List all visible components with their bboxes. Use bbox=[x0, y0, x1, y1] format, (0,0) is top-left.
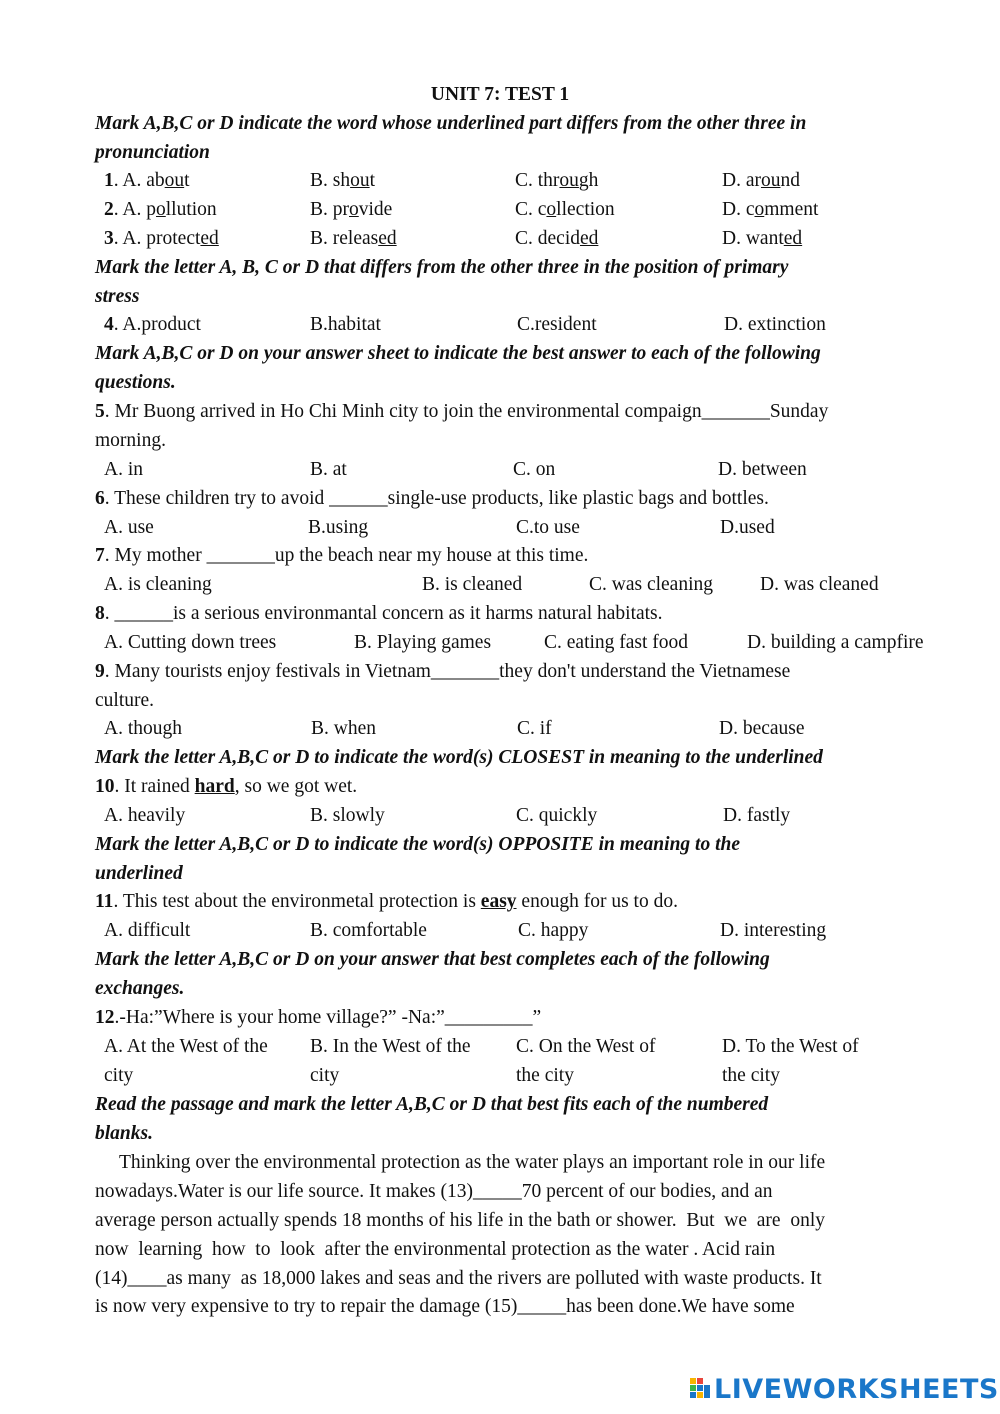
instruction-best-answer-cont: questions. bbox=[95, 372, 176, 393]
q3-option-d[interactable] bbox=[722, 228, 802, 250]
q8-option-a[interactable]: A. Cutting down trees bbox=[104, 632, 277, 653]
q8-number: 8 bbox=[95, 603, 105, 624]
q2-d-underlined: o bbox=[754, 199, 765, 220]
q3-a-text: . A. protect bbox=[113, 228, 201, 249]
instruction-closest-meaning: Mark the letter A,B,C or D to indicate the word(s) CLOSEST in meaning to the underlined bbox=[95, 747, 823, 768]
passage-line: average person actually spends 18 months of his life in the bath or shower. But we are only bbox=[95, 1210, 825, 1231]
instruction-opposite-meaning-cont: underlined bbox=[95, 863, 183, 884]
passage-line: (14)____as many as 18,000 lakes and seas and the rivers are polluted with waste products. It bbox=[95, 1268, 822, 1289]
q3-d-underlined: ed bbox=[783, 228, 803, 249]
q4-option-a[interactable] bbox=[104, 314, 201, 336]
instruction-pronunciation: Mark A,B,C or D indicate the word whose underlined part differs from the other three in bbox=[95, 113, 807, 134]
q2-d-text: D. c bbox=[722, 199, 755, 220]
q7-option-a[interactable]: A. is cleaning bbox=[104, 574, 212, 595]
q11-question bbox=[95, 891, 678, 913]
q11-option-c[interactable]: C. happy bbox=[518, 920, 589, 941]
q12-option-d[interactable] bbox=[722, 1036, 859, 1087]
q8-question bbox=[95, 603, 663, 625]
q11-underlined-word: easy bbox=[480, 891, 517, 912]
q12-b-line2: city bbox=[310, 1065, 340, 1086]
q6-option-a[interactable]: A. use bbox=[104, 517, 154, 538]
q11-option-a[interactable]: A. difficult bbox=[104, 920, 191, 941]
q7-question bbox=[95, 545, 588, 567]
q9-option-b[interactable]: B. when bbox=[311, 718, 376, 739]
q4-a-text: . A.product bbox=[113, 314, 201, 335]
q12-option-a[interactable] bbox=[104, 1036, 268, 1087]
q3-a-underlined: ed bbox=[200, 228, 219, 249]
q2-number: 2 bbox=[104, 199, 114, 220]
q9-text: . Many tourists enjoy festivals in Vietnam_______they don't understand the Vietnamese bbox=[104, 661, 791, 682]
q2-a-underlined: o bbox=[156, 199, 166, 220]
q6-option-c[interactable]: C.to use bbox=[516, 517, 580, 538]
q12-d-line1: D. To the West of bbox=[722, 1036, 859, 1057]
instruction-stress-cont: stress bbox=[95, 286, 140, 307]
passage-line: now learning how to look after the environmental protection as the water . Acid rain bbox=[95, 1239, 776, 1260]
q5-option-c[interactable]: C. on bbox=[513, 459, 556, 480]
q2-c-rest: llection bbox=[556, 199, 615, 220]
q1-b-text: B. sh bbox=[310, 170, 351, 191]
q5-option-a[interactable]: A. in bbox=[104, 459, 143, 480]
q1-d-rest: nd bbox=[780, 170, 800, 191]
q12-option-b[interactable] bbox=[310, 1036, 471, 1087]
q12-c-line1: C. On the West of bbox=[516, 1036, 656, 1057]
q3-number: 3 bbox=[104, 228, 114, 249]
q1-c-rest: gh bbox=[578, 170, 599, 191]
q12-option-c[interactable] bbox=[516, 1036, 655, 1087]
q2-c-text: C. c bbox=[515, 199, 547, 220]
q2-d-rest: mment bbox=[764, 199, 819, 220]
q7-number: 7 bbox=[95, 545, 105, 566]
q11-option-d[interactable]: D. interesting bbox=[720, 920, 827, 941]
q1-a-underlined: ou bbox=[164, 170, 185, 191]
q1-c-underlined: ou bbox=[559, 170, 579, 191]
q3-option-c[interactable] bbox=[515, 228, 598, 250]
q11-text: . This test about the environmetal protection is bbox=[113, 891, 481, 912]
q1-option-b[interactable] bbox=[310, 170, 375, 192]
q2-b-underlined: o bbox=[349, 199, 359, 220]
q1-option-c[interactable] bbox=[515, 170, 598, 192]
q5-question bbox=[95, 401, 828, 423]
q12-b-line1: B. In the West of the bbox=[310, 1036, 471, 1057]
instruction-opposite-meaning: Mark the letter A,B,C or D to indicate the word(s) OPPOSITE in meaning to the bbox=[95, 834, 740, 855]
passage-line: nowadays.Water is our life source. It makes (13)_____70 percent of our bodies, and an bbox=[95, 1181, 773, 1202]
q2-a-rest: llution bbox=[165, 199, 217, 220]
q6-number: 6 bbox=[95, 488, 105, 509]
instruction-pronunciation-cont: pronunciation bbox=[95, 142, 210, 163]
q2-option-a[interactable] bbox=[104, 199, 217, 221]
q7-option-b[interactable]: B. is cleaned bbox=[422, 574, 523, 595]
q2-a-text: . A. p bbox=[113, 199, 157, 220]
q6-text: . These children try to avoid ______single-use products, like plastic bags and bottles. bbox=[104, 488, 769, 509]
q10-question bbox=[95, 776, 357, 798]
q10-option-a[interactable]: A. heavily bbox=[104, 805, 186, 826]
q3-b-text: B. releas bbox=[310, 228, 379, 249]
q5-number: 5 bbox=[95, 401, 105, 422]
q8-text: . ______is a serious environmantal concern as it harms natural habitats. bbox=[104, 603, 663, 624]
q9-number: 9 bbox=[95, 661, 105, 682]
q2-option-c[interactable] bbox=[515, 199, 615, 221]
q3-c-underlined: ed bbox=[579, 228, 599, 249]
passage-line: Thinking over the environmental protection as the water plays an important role in our life bbox=[95, 1152, 826, 1173]
q5-option-d[interactable]: D. between bbox=[718, 459, 807, 480]
q6-question bbox=[95, 488, 769, 510]
q9-question-cont: culture. bbox=[95, 690, 155, 711]
q9-option-a[interactable]: A. though bbox=[104, 718, 182, 739]
q1-b-underlined: ou bbox=[350, 170, 370, 191]
q7-option-c[interactable]: C. was cleaning bbox=[589, 574, 714, 595]
q12-c-line2: the city bbox=[516, 1065, 574, 1086]
q10-text-rest: , so we got wet. bbox=[234, 776, 358, 797]
instruction-exchanges-cont: exchanges. bbox=[95, 978, 185, 999]
q10-underlined-word: hard bbox=[194, 776, 235, 797]
q3-b-underlined: ed bbox=[378, 228, 397, 249]
q2-c-underlined: o bbox=[546, 199, 557, 220]
q10-option-b[interactable]: B. slowly bbox=[310, 805, 385, 826]
q3-option-b[interactable] bbox=[310, 228, 397, 250]
q11-number: 11 bbox=[95, 891, 114, 912]
q9-question bbox=[95, 661, 790, 683]
q1-a-rest: t bbox=[184, 170, 190, 191]
instruction-exchanges: Mark the letter A,B,C or D on your answer that best completes each of the following bbox=[95, 949, 770, 970]
liveworksheets-logo bbox=[690, 1374, 999, 1404]
q11-text-rest: enough for us to do. bbox=[516, 891, 678, 912]
q8-option-c[interactable]: C. eating fast food bbox=[544, 632, 689, 653]
q9-option-d[interactable]: D. because bbox=[719, 718, 805, 739]
q12-a-line1: A. At the West of the bbox=[104, 1036, 268, 1057]
q3-d-text: D. want bbox=[722, 228, 784, 249]
q10-text: . It rained bbox=[114, 776, 195, 797]
q5-text: . Mr Buong arrived in Ho Chi Minh city to join the environmental compaign_______Sunday bbox=[104, 401, 829, 422]
q2-option-b[interactable] bbox=[310, 199, 392, 221]
q3-option-a[interactable] bbox=[104, 228, 219, 250]
liveworksheets-logo-icon bbox=[690, 1376, 712, 1402]
q9-option-c[interactable]: C. if bbox=[517, 718, 552, 739]
instruction-passage-cont: blanks. bbox=[95, 1123, 153, 1144]
instruction-best-answer: Mark A,B,C or D on your answer sheet to indicate the best answer to each of the following bbox=[95, 343, 821, 364]
q7-option-d[interactable]: D. was cleaned bbox=[760, 574, 879, 595]
liveworksheets-logo-text: LIVEWORKSHEETS bbox=[714, 1373, 999, 1405]
q8-option-b[interactable]: B. Playing games bbox=[354, 632, 492, 653]
passage-line: is now very expensive to try to repair the damage (15)_____has been done.We have some bbox=[95, 1296, 795, 1317]
q1-number: 1 bbox=[104, 170, 114, 191]
q4-option-d[interactable]: D. extinction bbox=[724, 314, 826, 335]
q4-option-c[interactable]: C.resident bbox=[517, 314, 597, 335]
instruction-stress: Mark the letter A, B, C or D that differs from the other three in the position of primary bbox=[95, 257, 789, 278]
q2-b-rest: vide bbox=[358, 199, 393, 220]
q12-number: 12 bbox=[95, 1007, 115, 1028]
q6-option-b[interactable]: B.using bbox=[308, 517, 369, 538]
q1-option-d[interactable] bbox=[722, 170, 800, 192]
q4-number: 4 bbox=[104, 314, 114, 335]
q8-option-d[interactable]: D. building a campfire bbox=[747, 632, 924, 653]
q11-option-b[interactable]: B. comfortable bbox=[310, 920, 427, 941]
q1-a-text: . A. ab bbox=[113, 170, 165, 191]
q7-text: . My mother _______up the beach near my house at this time. bbox=[104, 545, 589, 566]
q3-c-text: C. decid bbox=[515, 228, 580, 249]
instruction-passage: Read the passage and mark the letter A,B,C or D that best fits each of the numbered bbox=[95, 1094, 769, 1115]
q1-d-underlined: ou bbox=[760, 170, 781, 191]
q1-b-rest: t bbox=[369, 170, 376, 191]
q5-option-b[interactable]: B. at bbox=[310, 459, 347, 480]
q12-question bbox=[95, 1007, 541, 1029]
q6-option-d[interactable]: D.used bbox=[720, 517, 775, 538]
q2-option-d[interactable] bbox=[722, 199, 818, 221]
q2-b-text: B. pr bbox=[310, 199, 349, 220]
q5-question-cont: morning. bbox=[95, 430, 166, 451]
q10-option-c[interactable]: C. quickly bbox=[516, 805, 598, 826]
q10-option-d[interactable]: D. fastly bbox=[723, 805, 791, 826]
q12-d-line2: the city bbox=[722, 1065, 780, 1086]
q12-text: .-Ha:”Where is your home village?” -Na:”_________” bbox=[114, 1007, 542, 1028]
q10-number: 10 bbox=[95, 776, 115, 797]
q1-c-text: C. thr bbox=[515, 170, 560, 191]
page-title: UNIT 7: TEST 1 bbox=[430, 84, 570, 105]
q1-d-text: D. ar bbox=[722, 170, 761, 191]
q1-option-a[interactable] bbox=[104, 170, 190, 192]
q12-a-line2: city bbox=[104, 1065, 134, 1086]
q4-option-b[interactable]: B.habitat bbox=[310, 314, 381, 335]
